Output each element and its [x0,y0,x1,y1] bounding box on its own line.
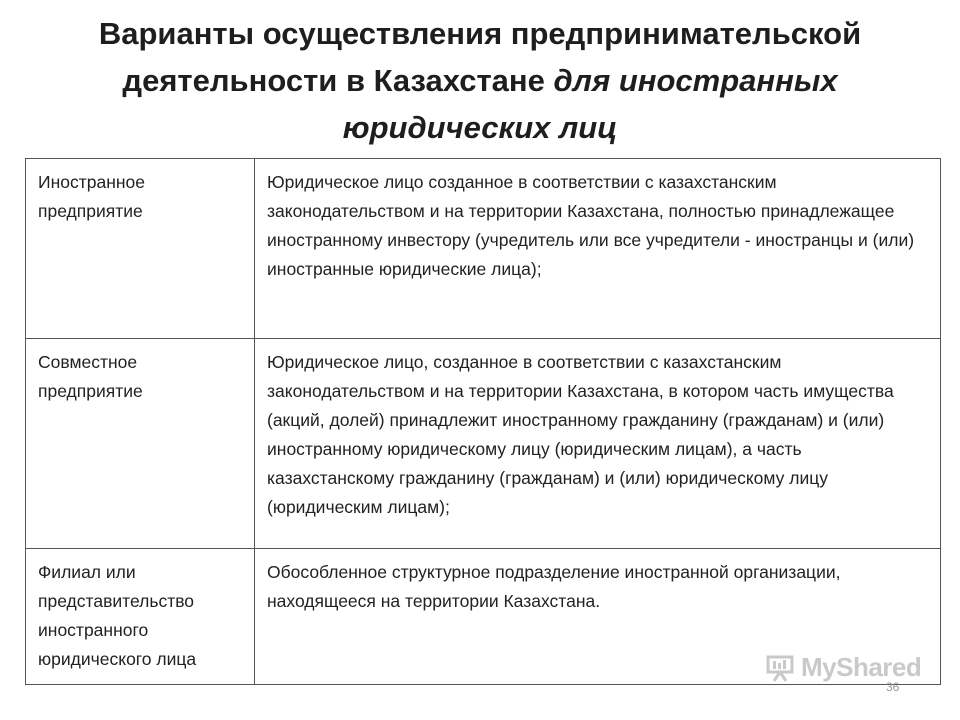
row-type-cell: Филиал или представительство иностранного юридического лица [26,549,255,685]
row-type-cell: Совместное предприятие [26,339,255,549]
table-row [26,159,941,339]
slide-title [60,10,900,151]
row-description-cell: Юридическое лицо, созданное в соответствии с казахстанским законодательством и на территории Казахстана, в котором часть имущества (акций, долей) принадлежит иностранному гражданину (гражданам) и (или) иностранному юридическому лицу (юридическим лицам), а часть казахстанскому гражданину (гражданам) и (или) юридическому лицу (юридическим лицам); [255,339,941,549]
variants-table [25,158,941,685]
table-row [26,339,941,549]
title-italic: для иностранных юридических лиц [342,63,838,145]
watermark-text: MyShared [801,652,922,682]
title-normal: Варианты осуществления предпринимательской деятельности в Казахстане [98,16,862,98]
page-number: 36 [886,680,900,694]
row-type-cell: Иностранное предприятие [26,159,255,339]
presentation-screen-icon [765,653,795,683]
row-description-cell: Юридическое лицо созданное в соответствии с казахстанским законодательством и на территории Казахстана, полностью принадлежащее иностранному инвестору (учредитель или все учредители - иностранцы и (или) иностранные юридические лица); [255,159,941,339]
row-description-cell: Обособленное структурное подразделение иностранной организации, находящееся на территории Казахстана. [255,549,941,685]
watermark [765,652,921,683]
